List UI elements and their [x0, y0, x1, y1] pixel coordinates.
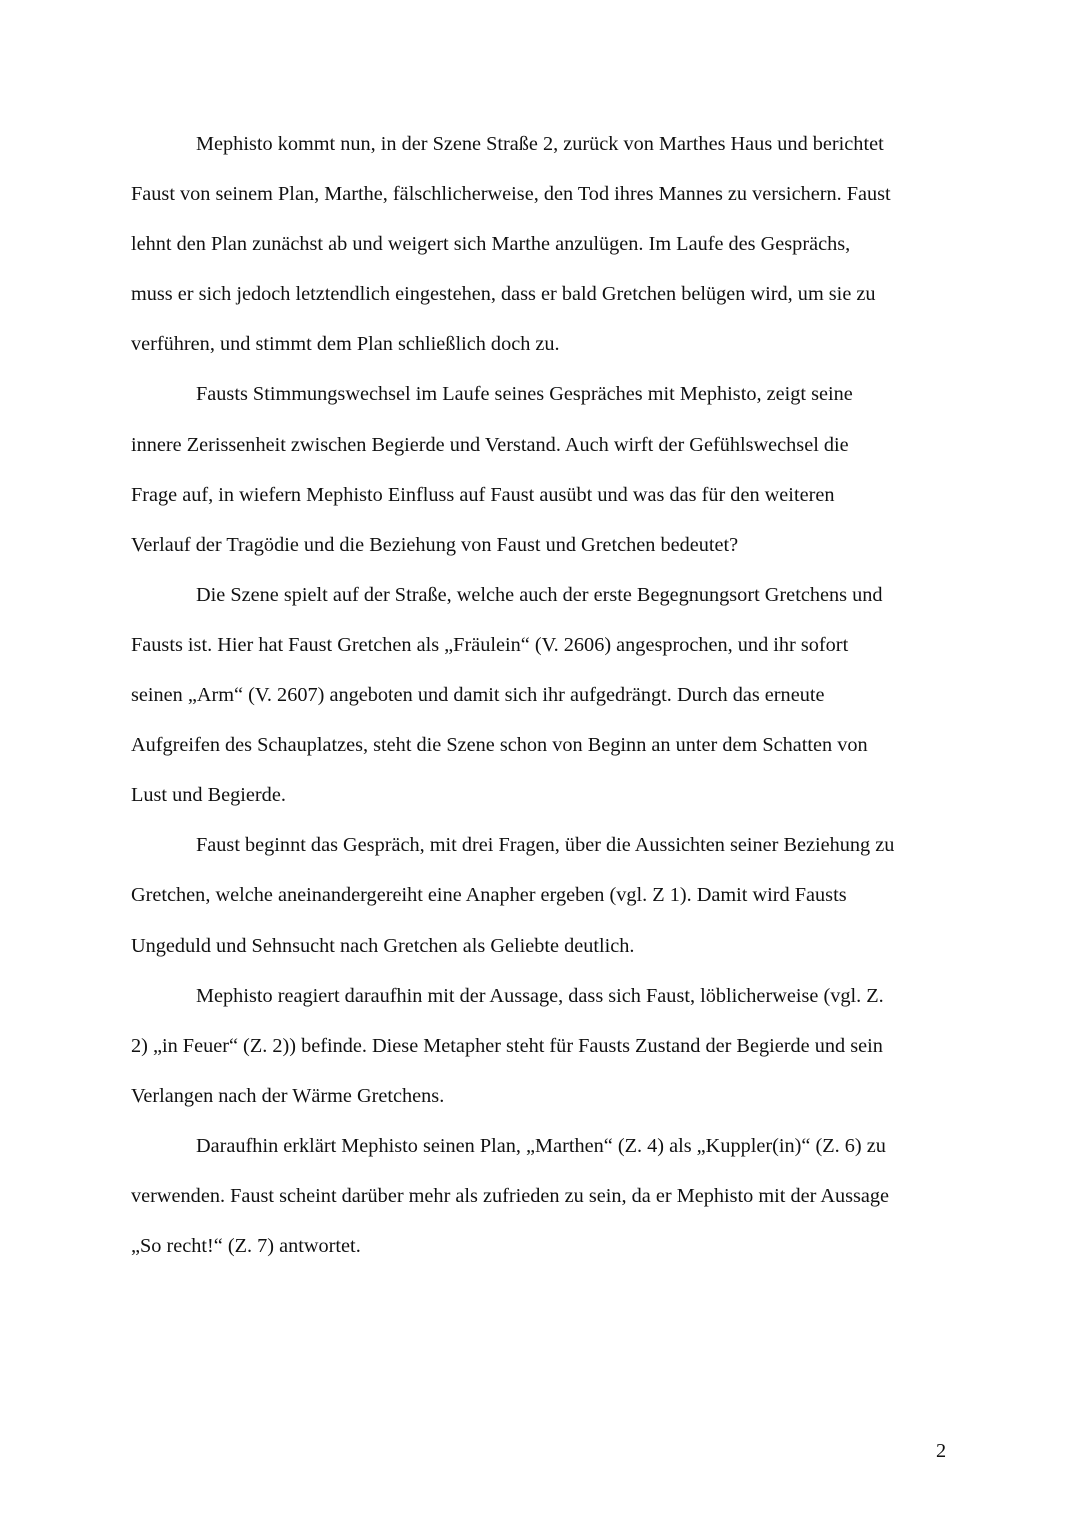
paragraph-line: Lust und Begierde.	[131, 784, 286, 807]
paragraph-5	[131, 971, 951, 1121]
paragraph-line: Verlangen nach der Wärme Gretchens.	[131, 1084, 445, 1107]
paragraph-3	[131, 570, 951, 820]
paragraph-line: Frage auf, in wiefern Mephisto Einfluss auf Faust ausübt und was das für den weiteren	[131, 483, 835, 506]
paragraph-line: 2) „in Feuer“ (Z. 2)) befinde. Diese Metapher steht für Fausts Zustand der Begierde und sein	[131, 1034, 883, 1057]
paragraph-line: Gretchen, welche aneinandergereiht eine Anapher ergeben (vgl. Z 1). Damit wird Fausts	[131, 884, 847, 907]
text-body	[131, 119, 951, 1271]
paragraph-line: Mephisto kommt nun, in der Szene Straße 2, zurück von Marthes Haus und berichtet	[196, 133, 884, 155]
paragraph-line: innere Zerissenheit zwischen Begierde und Verstand. Auch wirft der Gefühlswechsel die	[131, 433, 849, 456]
paragraph-line: Aufgreifen des Schauplatzes, steht die Szene schon von Beginn an unter dem Schatten von	[131, 734, 868, 757]
paragraph-line: Fausts Stimmungswechsel im Laufe seines Gespräches mit Mephisto, zeigt seine	[196, 383, 853, 406]
paragraph-line: Daraufhin erklärt Mephisto seinen Plan, „Marthen“ (Z. 4) als „Kuppler(in)“ (Z. 6) zu	[196, 1134, 886, 1157]
paragraph-line: Fausts ist. Hier hat Faust Gretchen als „Fräulein“ (V. 2606) angesprochen, und ihr sofort	[131, 633, 849, 656]
paragraph-line: Ungeduld und Sehnsucht nach Gretchen als Geliebte deutlich.	[131, 934, 635, 957]
paragraph-4	[131, 820, 951, 970]
paragraph-line: verführen, und stimmt dem Plan schließlich doch zu.	[131, 333, 560, 356]
paragraph-line: lehnt den Plan zunächst ab und weigert sich Marthe anzulügen. Im Laufe des Gesprächs,	[131, 233, 851, 256]
paragraph-6	[131, 1121, 951, 1271]
paragraph-line: Verlauf der Tragödie und die Beziehung von Faust und Gretchen bedeutet?	[131, 533, 739, 556]
paragraph-2	[131, 369, 951, 569]
paragraph-line: Faust beginnt das Gespräch, mit drei Fragen, über die Aussichten seiner Beziehung zu	[196, 834, 895, 857]
paragraph-line: seinen „Arm“ (V. 2607) angeboten und damit sich ihr aufgedrängt. Durch das erneute	[131, 684, 825, 707]
paragraph-line: Mephisto reagiert daraufhin mit der Aussage, dass sich Faust, löblicherweise (vgl. Z.	[196, 984, 884, 1007]
paragraph-line: Faust von seinem Plan, Marthe, fälschlicherweise, den Tod ihres Mannes zu versichern. Faust	[131, 183, 891, 206]
paragraph-line: verwenden. Faust scheint darüber mehr als zufrieden zu sein, da er Mephisto mit der Aussage	[131, 1184, 890, 1207]
paragraph-1	[131, 119, 951, 369]
paragraph-line: Die Szene spielt auf der Straße, welche auch der erste Begegnungsort Gretchens und	[196, 583, 883, 606]
paragraph-line: muss er sich jedoch letztendlich eingestehen, dass er bald Gretchen belügen wird, um sie zu	[131, 283, 876, 306]
page-number: 2	[936, 1440, 947, 1462]
paragraph-line: „So recht!“ (Z. 7) antwortet.	[131, 1235, 361, 1258]
